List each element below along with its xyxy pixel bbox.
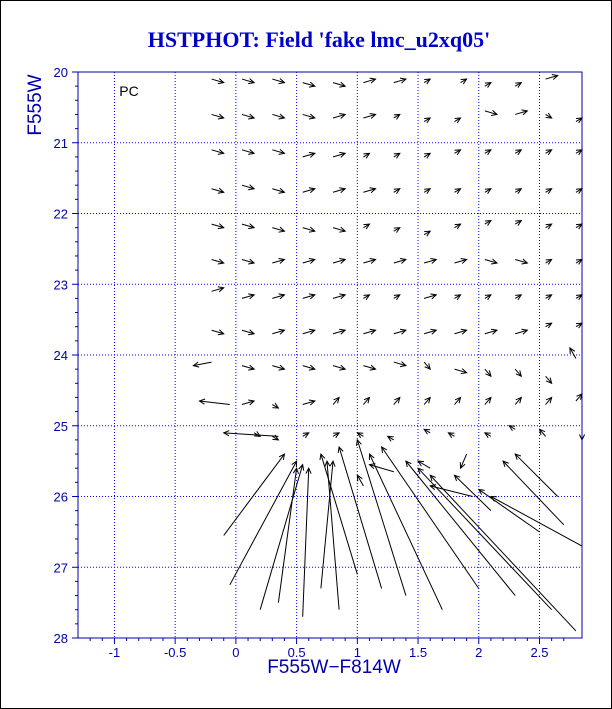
y-axis-label: F555W [25,74,46,136]
vector-arrow [333,397,339,404]
vector-arrow [460,454,466,468]
vector-arrow [224,431,279,437]
vector-arrow [491,497,582,547]
vector-arrow [303,400,315,405]
y-tick-label: 23 [53,277,68,293]
vector-arrow [363,224,369,229]
vector-arrow [333,188,345,193]
vector-arrow [333,82,345,87]
x-tick-label: 1 [353,645,361,660]
vector-arrow [212,188,224,193]
vector-arrow [242,185,254,190]
vector-arrow [363,78,375,83]
vector-arrow [242,149,254,154]
vector-arrow [515,221,521,226]
vector-arrow [454,189,460,194]
vector-arrow [394,189,400,194]
vector-arrow [576,259,582,264]
vector-arrow [333,294,345,299]
y-axis [54,65,78,646]
vector-arrow [485,83,491,88]
vector-arrow [356,440,405,596]
vector-arrow [424,79,430,84]
vector-arrow [515,189,521,194]
y-tick-label: 21 [53,135,68,151]
x-axis-label: F555W−F814W [267,657,401,678]
vector-arrow [546,189,552,194]
vector-arrow [199,399,229,405]
vector-arrow [454,369,466,374]
vector-arrow [485,397,491,404]
x-tick-label: 1.5 [409,645,428,660]
vector-arrow [303,114,315,119]
vector-arrow [272,114,284,119]
vector-arrow [515,150,521,155]
y-tick-label: 24 [53,348,68,363]
vector-arrow [369,454,442,610]
vector-arrow [485,221,491,226]
annotation-label: PC [119,83,139,99]
vector-arrow [394,362,406,367]
vector-arrow [515,259,527,264]
vector-arrow [424,362,430,369]
vector-arrow [576,394,582,401]
vector-arrow [242,330,254,335]
vector-arrow [363,329,375,334]
vector-arrow [394,397,400,404]
vector-arrow [242,400,254,405]
vector-arrow [454,329,466,334]
vector-arrow [212,79,224,84]
vector-arrow [515,369,521,376]
vector-arrow [242,365,254,370]
chart-svg [1,1,611,708]
vector-arrow [424,294,436,299]
vector-arrow [394,329,406,334]
vector-arrow [212,224,224,229]
vector-arrow [576,118,582,123]
vector-arrow [272,149,284,154]
vector-arrow [212,149,224,154]
vector-arrow [485,189,491,194]
vector-arrow [424,189,430,194]
vector-arrow [454,397,460,404]
vector-arrow [424,397,430,404]
vector-arrow [394,295,400,300]
vector-arrow [272,365,284,370]
vector-arrow [394,114,400,119]
vector-arrow [515,397,521,404]
y-tick-label: 27 [53,560,68,576]
x-tick-label: 2 [475,645,483,660]
vector-arrow [303,152,315,157]
y-tick-label: 28 [53,631,68,646]
vector-arrow [338,447,381,588]
vector-arrow [303,329,315,334]
vector-arrow [193,362,211,367]
vector-arrow [333,113,345,118]
vector-arrow [357,475,363,486]
vector-arrow [230,461,297,585]
vector-arrow [515,454,558,496]
vector-arrow [357,433,363,438]
vector-arrow [363,365,375,370]
vector-arrow [272,188,284,193]
x-tick-label: 0.5 [287,645,306,660]
vector-series [193,75,584,631]
vector-arrow [485,259,497,264]
vector-arrow [242,224,254,229]
vector-arrow [424,329,436,334]
vector-arrow [363,295,369,300]
vector-arrow [454,224,460,229]
vector-arrow [485,150,491,155]
vector-arrow [546,75,558,80]
vector-arrow [224,454,285,535]
vector-arrow [394,153,400,158]
vector-arrow [448,433,454,438]
vector-arrow [272,403,278,408]
vector-arrow [212,259,224,264]
vector-arrow [303,227,315,232]
vector-arrow [333,227,345,232]
vector-arrow [363,258,375,263]
vector-arrow [485,110,497,115]
vector-arrow [424,231,430,236]
vector-arrow [424,258,436,263]
vector-arrow [485,369,491,376]
vector-arrow [424,118,430,123]
vector-arrow [333,258,345,263]
vector-arrow [485,433,491,438]
vector-arrow [485,329,497,334]
vector-arrow [212,330,224,335]
y-tick-label: 26 [53,489,68,505]
vector-arrow [242,259,254,264]
vector-arrow [242,114,254,119]
vector-arrow [303,258,315,263]
vector-arrow [479,489,540,531]
vector-arrow [303,433,309,438]
vector-arrow [570,348,576,359]
vector-arrow [576,295,582,300]
vector-arrow [272,227,284,232]
vector-arrow [303,365,315,370]
vector-arrow [515,110,527,115]
vector-arrow [303,294,315,299]
vector-arrow [363,153,369,158]
chart-title: HSTPHOT: Field 'fake lmc_u2xq05' [147,27,491,52]
vector-arrow [418,461,430,468]
y-tick-label: 22 [53,206,68,222]
vector-arrow [272,258,284,263]
vector-arrow [394,228,400,233]
vector-arrow [546,224,552,229]
vector-arrow [363,188,375,193]
vector-arrow [363,397,369,404]
vector-arrow [212,114,224,119]
vector-arrow [212,287,224,292]
vector-arrow [260,465,303,610]
vector-arrow [333,433,339,438]
vector-arrow [546,397,552,404]
vector-arrow [303,82,315,87]
vector-arrow [454,258,466,263]
vector-arrow [509,426,515,431]
vector-arrow [303,468,311,617]
vector-arrow [394,258,406,263]
vector-arrow [454,150,460,155]
y-tick-label: 25 [53,418,68,434]
vector-arrow [546,259,552,264]
vector-arrow [424,429,430,434]
vector-arrow [418,468,552,610]
vector-arrow [333,329,345,334]
vector-arrow [454,118,460,123]
vector-arrow [363,113,375,118]
x-tick-label: 2.5 [530,645,549,660]
vector-arrow [388,436,394,441]
vector-arrow [394,78,406,83]
vector-arrow [546,376,552,383]
y-tick-label: 20 [53,65,68,80]
vector-arrow [546,295,552,300]
vector-arrow [515,329,527,334]
vector-arrow [272,329,284,334]
vector-arrow [272,79,284,84]
vector-arrow [515,295,521,300]
vector-arrow [546,150,552,155]
vector-arrow [576,224,582,229]
vector-arrow [320,454,357,574]
vector-arrow [546,113,552,118]
vector-arrow [576,323,582,328]
vector-arrow [242,294,254,299]
vector-arrow [272,294,284,299]
vector-arrow [576,189,582,194]
vector-arrow [254,431,260,436]
vector-arrow [485,295,491,300]
vector-arrow [430,475,576,631]
grid [78,72,582,638]
vector-arrow [515,83,521,88]
x-tick-label: -1 [108,645,121,660]
vector-arrow [325,461,339,610]
vector-arrow [303,188,315,193]
vector-arrow [424,153,430,158]
vector-arrow [461,79,467,84]
vector-arrow [539,429,545,436]
x-tick-label: 0 [232,645,240,660]
vector-arrow [454,295,460,300]
x-tick-label: -0.5 [163,645,187,660]
vector-arrow [333,152,345,157]
vector-arrow [333,365,345,370]
vector-arrow [242,79,254,84]
vector-arrow [369,464,393,472]
vector-arrow [576,150,582,155]
vector-arrow [321,461,335,588]
vector-arrow [546,323,552,328]
